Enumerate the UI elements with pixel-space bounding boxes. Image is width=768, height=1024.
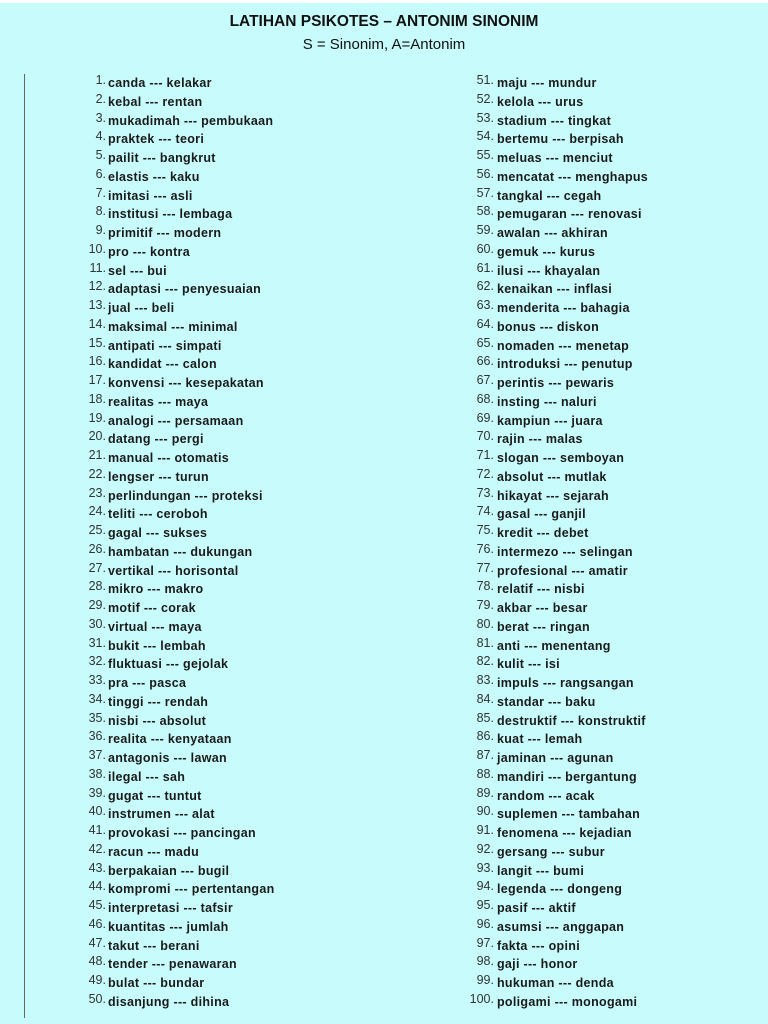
item-number: 82. (476, 654, 494, 669)
word-pair: pemugaran --- renovasi (497, 207, 642, 222)
word-pair: mikro --- makro (108, 582, 204, 597)
item-number: 15. (88, 335, 106, 350)
item-number: 16. (88, 354, 106, 369)
item-number: 86. (476, 729, 494, 744)
word-pair: provokasi --- pancingan (108, 826, 256, 840)
word-pair: mukadimah --- pembukaan (108, 113, 274, 128)
item-number: 98. (476, 954, 494, 969)
item-number: 65. (476, 335, 494, 350)
item-number: 67. (476, 373, 494, 387)
item-number: 5. (95, 148, 106, 162)
item-number: 37. (88, 748, 106, 762)
word-pair: asumsi --- anggapan (497, 919, 625, 934)
item-number: 68. (476, 391, 494, 406)
item-number: 75. (476, 523, 494, 537)
word-pair: kelola --- urus (497, 94, 584, 109)
item-number: 80. (476, 616, 494, 631)
word-pair: disanjung --- dihina (108, 994, 230, 1009)
word-pair: jaminan --- agunan (497, 751, 614, 765)
word-pair: poligami --- monogami (497, 994, 638, 1009)
word-pair: kebal --- rentan (108, 94, 203, 109)
item-number: 8. (95, 204, 106, 219)
word-pair: mandiri --- bergantung (497, 769, 637, 784)
item-number: 22. (88, 466, 106, 481)
word-pair: tender --- penawaran (108, 957, 237, 972)
item-number: 52. (476, 91, 494, 106)
word-pair: gugat --- tuntut (108, 788, 202, 803)
word-pair: jual --- beli (108, 301, 175, 315)
item-number: 7. (95, 185, 106, 200)
word-pair: interpretasi --- tafsir (108, 901, 233, 915)
item-number: 1. (95, 73, 106, 87)
item-number: 36. (88, 729, 106, 744)
item-number: 41. (88, 823, 106, 837)
item-number: 58. (476, 204, 494, 219)
word-pair: realita --- kenyataan (108, 732, 232, 747)
item-number: 76. (476, 541, 494, 556)
word-pair: fluktuasi --- gejolak (108, 657, 229, 672)
word-pair: berat --- ringan (497, 619, 590, 634)
word-pair: sel --- bui (108, 263, 167, 278)
item-number: 69. (476, 410, 494, 425)
word-pair: vertikal --- horisontal (108, 563, 239, 578)
item-number: 2. (95, 91, 106, 106)
word-pair: kampiun --- juara (497, 413, 603, 428)
word-pair: praktek --- teori (108, 132, 205, 147)
word-pair: pro --- kontra (108, 244, 190, 259)
item-number: 70. (476, 429, 494, 444)
list-item (466, 993, 648, 1012)
word-pair: perintis --- pewaris (497, 376, 615, 390)
item-number: 49. (88, 973, 106, 987)
item-number: 54. (476, 129, 494, 144)
word-pair: bulat --- bundar (108, 976, 205, 990)
item-number: 95. (476, 898, 494, 912)
word-pair: berpakaian --- bugil (108, 863, 230, 878)
item-number: 23. (88, 485, 106, 500)
word-pair: elastis --- kaku (108, 169, 200, 184)
word-pair: nisbi --- absolut (108, 713, 207, 728)
word-pair: introduksi --- penutup (497, 357, 633, 372)
word-pair: maksimal --- minimal (108, 319, 238, 334)
item-number: 66. (476, 354, 494, 369)
item-number: 51. (476, 73, 494, 87)
word-pair: gersang --- subur (497, 844, 605, 859)
item-number: 44. (88, 879, 106, 894)
item-number: 83. (476, 673, 494, 687)
word-pair: imitasi --- asli (108, 188, 193, 203)
item-number: 73. (476, 485, 494, 500)
word-pair: antipati --- simpati (108, 338, 222, 353)
word-pair: kredit --- debet (497, 526, 589, 540)
item-number: 59. (476, 223, 494, 237)
item-number: 94. (476, 879, 494, 894)
item-number: 29. (88, 598, 106, 612)
word-pair: gasal --- ganjil (497, 507, 586, 522)
item-number: 21. (88, 448, 106, 462)
item-number: 77. (476, 560, 494, 575)
item-number: 64. (476, 316, 494, 331)
word-pair: gagal --- sukses (108, 526, 208, 540)
word-pair: impuls --- rangsangan (497, 676, 634, 690)
word-pair-list-left (78, 74, 275, 1012)
item-number: 11. (89, 260, 106, 275)
item-number: 61. (476, 260, 494, 275)
item-number: 90. (476, 804, 494, 819)
item-number: 72. (476, 466, 494, 481)
word-pair: hukuman --- denda (497, 976, 614, 990)
word-pair: perlindungan --- proteksi (108, 488, 263, 503)
item-number: 92. (476, 841, 494, 856)
item-number: 81. (476, 635, 494, 650)
item-number: 26. (88, 541, 106, 556)
item-number: 32. (88, 654, 106, 669)
word-pair: meluas --- menciut (497, 151, 613, 165)
word-pair: bertemu --- berpisah (497, 132, 624, 147)
left-margin-rule (24, 74, 25, 1018)
item-number: 97. (476, 935, 494, 950)
item-number: 74. (476, 504, 494, 519)
item-number: 20. (88, 429, 106, 444)
word-pair: pasif --- aktif (497, 901, 576, 915)
item-number: 39. (88, 785, 106, 800)
item-number: 96. (476, 916, 494, 931)
word-pair: tinggi --- rendah (108, 694, 209, 709)
word-pair: langit --- bumi (497, 863, 585, 878)
word-pair: pra --- pasca (108, 676, 187, 690)
item-number: 99. (476, 973, 494, 987)
word-pair: profesional --- amatir (497, 563, 628, 578)
word-pair: gaji --- honor (497, 957, 578, 972)
item-number: 25. (88, 523, 106, 537)
word-pair: kenaikan --- inflasi (497, 282, 613, 297)
word-pair: destruktif --- konstruktif (497, 713, 646, 728)
word-pair: bonus --- diskon (497, 319, 600, 334)
word-pair: primitif --- modern (108, 226, 222, 240)
word-pair: menderita --- bahagia (497, 301, 630, 315)
word-pair: antagonis --- lawan (108, 751, 227, 765)
word-pair: standar --- baku (497, 694, 596, 709)
item-number: 63. (476, 298, 494, 312)
word-pair: instrumen --- alat (108, 807, 215, 822)
word-pair: legenda --- dongeng (497, 882, 623, 897)
item-number: 79. (476, 598, 494, 612)
word-pair: realitas --- maya (108, 394, 209, 409)
item-number: 34. (88, 691, 106, 706)
word-pair: institusi --- lembaga (108, 207, 233, 222)
word-pair: awalan --- akhiran (497, 226, 608, 240)
page-subtitle: S = Sinonim, A=Antonim (302, 36, 466, 53)
word-pair-list-right (466, 74, 648, 1012)
word-pair: suplemen --- tambahan (497, 807, 641, 822)
word-pair: hambatan --- dukungan (108, 544, 253, 559)
word-pair: gemuk --- kurus (497, 244, 596, 259)
word-pair: random --- acak (497, 788, 595, 803)
item-number: 57. (476, 185, 494, 200)
word-pair: anti --- menentang (497, 638, 611, 653)
word-pair: intermezo --- selingan (497, 544, 633, 559)
item-number: 91. (476, 823, 494, 837)
word-pair: insting --- naluri (497, 394, 597, 409)
item-number: 85. (476, 710, 494, 725)
item-number: 40. (88, 804, 106, 819)
word-pair: fenomena --- kejadian (497, 826, 632, 840)
item-number: 38. (88, 766, 106, 781)
word-pair: stadium --- tingkat (497, 113, 612, 128)
word-pair: teliti --- ceroboh (108, 507, 208, 522)
item-number: 46. (88, 916, 106, 931)
word-pair: nomaden --- menetap (497, 338, 630, 353)
word-pair: virtual --- maya (108, 619, 202, 634)
word-pair: pailit --- bangkrut (108, 151, 216, 165)
item-number: 12. (88, 279, 106, 294)
item-number: 56. (476, 166, 494, 181)
item-number: 87. (476, 748, 494, 762)
list-item (78, 993, 275, 1012)
item-number: 89. (476, 785, 494, 800)
item-number: 13. (88, 298, 106, 312)
item-number: 50. (88, 991, 106, 1006)
item-number: 31. (88, 635, 106, 650)
item-number: 100. (469, 991, 494, 1006)
item-number: 88. (476, 766, 494, 781)
item-number: 18. (88, 391, 106, 406)
item-number: 17. (88, 373, 106, 387)
item-number: 43. (88, 860, 106, 875)
item-number: 93. (476, 860, 494, 875)
word-pair: konvensi --- kesepakatan (108, 376, 264, 390)
item-number: 24. (88, 504, 106, 519)
word-pair: akbar --- besar (497, 601, 588, 615)
item-number: 10. (88, 241, 106, 256)
word-pair: bukit --- lembah (108, 638, 206, 653)
word-pair: tangkal --- cegah (497, 188, 602, 203)
word-pair: ilusi --- khayalan (497, 263, 601, 278)
item-number: 35. (88, 710, 106, 725)
item-number: 47. (88, 935, 106, 950)
item-number: 84. (476, 691, 494, 706)
word-pair: rajin --- malas (497, 432, 583, 447)
word-pair: canda --- kelakar (108, 76, 212, 90)
item-number: 45. (88, 898, 106, 912)
item-number: 55. (476, 148, 494, 162)
word-pair: kandidat --- calon (108, 357, 217, 372)
item-number: 14. (88, 316, 106, 331)
word-pair: datang --- pergi (108, 432, 204, 447)
word-pair: slogan --- semboyan (497, 451, 625, 465)
item-number: 60. (476, 241, 494, 256)
word-pair: kulit --- isi (497, 657, 560, 672)
item-number: 9. (95, 223, 106, 237)
item-number: 48. (88, 954, 106, 969)
item-number: 6. (95, 166, 106, 181)
item-number: 62. (476, 279, 494, 294)
word-pair: kuantitas --- jumlah (108, 919, 229, 934)
page-title: LATIHAN PSIKOTES – ANTONIM SINONIM (229, 13, 539, 30)
word-pair: takut --- berani (108, 938, 200, 953)
word-pair: fakta --- opini (497, 938, 580, 953)
word-pair: manual --- otomatis (108, 451, 229, 465)
item-number: 4. (95, 129, 106, 144)
word-pair: analogi --- persamaan (108, 413, 244, 428)
word-pair: racun --- madu (108, 844, 200, 859)
item-number: 53. (476, 110, 494, 125)
word-pair: relatif --- nisbi (497, 582, 585, 597)
item-number: 27. (88, 560, 106, 575)
item-number: 3. (95, 110, 106, 125)
word-pair: kuat --- lemah (497, 732, 583, 747)
word-pair: absolut --- mutlak (497, 469, 607, 484)
word-pair: motif --- corak (108, 601, 196, 615)
document-page (0, 3, 768, 1024)
word-pair: hikayat --- sejarah (497, 488, 609, 503)
word-pair: kompromi --- pertentangan (108, 882, 275, 897)
word-pair: adaptasi --- penyesuaian (108, 282, 262, 297)
item-number: 30. (88, 616, 106, 631)
item-number: 33. (88, 673, 106, 687)
item-number: 78. (476, 579, 494, 594)
item-number: 28. (88, 579, 106, 594)
item-number: 19. (88, 410, 106, 425)
word-pair: mencatat --- menghapus (497, 169, 649, 184)
word-pair: lengser --- turun (108, 469, 209, 484)
word-pair: ilegal --- sah (108, 769, 186, 784)
item-number: 71. (476, 448, 494, 462)
word-pair: maju --- mundur (497, 76, 597, 90)
item-number: 42. (88, 841, 106, 856)
